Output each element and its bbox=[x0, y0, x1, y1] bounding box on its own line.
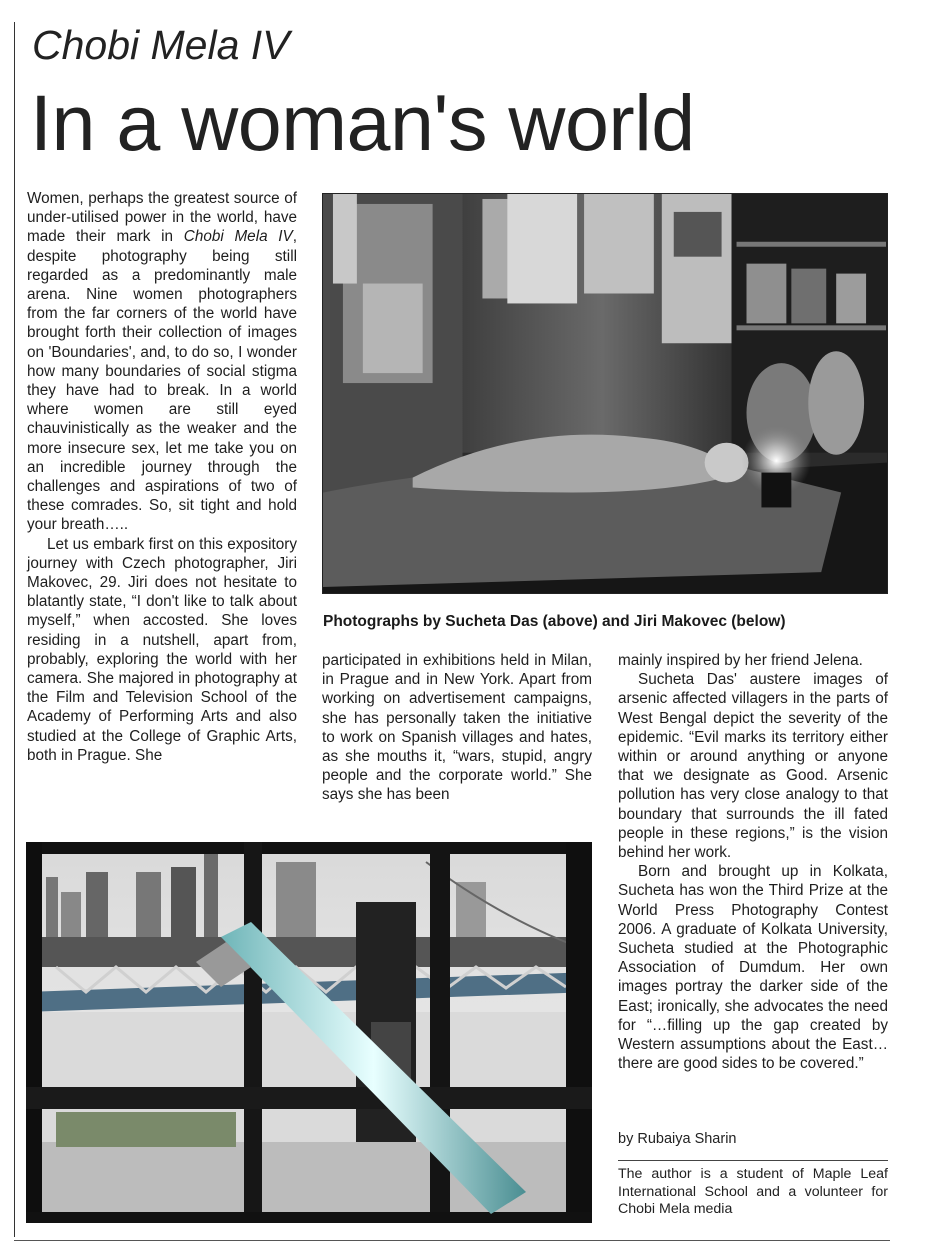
event-name-italic: Chobi Mela IV bbox=[183, 228, 293, 246]
intro-text-a: Women, perhaps the greatest source of under-utilised power in the world, have made their mark in bbox=[27, 190, 297, 246]
paragraph-sucheta: Sucheta Das' austere images of arsenic affected villagers in the parts of West Bengal depict the severity of the epidemic. “Evil marks its territory either within or around anything or anyone that we designate as Good. Arsenic pollution has very close analogy to that boundary that surrounds the ill fated people in these regions,” is the vision behind her work. bbox=[618, 671, 888, 862]
body-column-1 bbox=[27, 189, 297, 765]
photo-caption: Photographs by Sucheta Das (above) and Jiri Makovec (below) bbox=[323, 613, 786, 630]
author-bio: The author is a student of Maple Leaf International School and a volunteer for Chobi Mela media bbox=[618, 1166, 888, 1217]
article-headline: In a woman's world bbox=[30, 78, 695, 167]
bio-divider bbox=[618, 1160, 888, 1161]
photo-sucheta-das bbox=[322, 193, 888, 594]
paragraph-inspiration: mainly inspired by her friend Jelena. bbox=[618, 652, 863, 669]
photo-jiri-makovec bbox=[26, 842, 592, 1223]
paragraph-intro bbox=[27, 189, 297, 535]
photo-bedroom-scene bbox=[323, 194, 887, 593]
left-margin-rule bbox=[14, 22, 15, 1237]
paragraph-kolkata: Born and brought up in Kolkata, Sucheta has won the Third Prize at the World Press Photography Contest 2006. A graduate of Kolkata University, Sucheta studied at the Photographic Association of Dumdum. Her own images portray the darker side of the East; ironically, she advocates the need for “…filling up the gap created by Western assumptions about the East…there are good sides to be covered.” bbox=[618, 863, 888, 1073]
photo-bridge-window bbox=[26, 842, 592, 1223]
paragraph-jiri: Let us embark first on this expository journey with Czech photographer, Jiri Makovec, 29. Jiri does not hesitate to blatantly state, “I don't like to talk about myself,” when accosted. She loves residing in a nutshell, apart from, probably, exploring the world with her camera. She majored in photography at the Film and Television School of the Academy of Performing Arts and also studied at the College of Graphic Arts, both in Prague. She bbox=[27, 535, 297, 764]
body-column-2 bbox=[322, 651, 592, 805]
body-column-3 bbox=[618, 651, 888, 1073]
bottom-page-rule bbox=[14, 1240, 890, 1241]
intro-text-b: , despite photography being still regarded as a predominantly male arena. Nine women photographers from the far corners of the world have brought forth their collection of images on 'Boundaries', and, to do so, I wonder how many boundaries of social stigma they have had to break. In a world where women are still eyed chauvinistically as the weaker and the more insecure sex, let me take you on an incredible journey through the challenges and aspirations of two of these comrades. So, sit tight and hold your breath….. bbox=[27, 228, 298, 534]
paragraph-exhibitions: participated in exhibitions held in Milan, in Prague and in New York. Apart from working on advertisement campaigns, she has personally taken the initiative to work on Spanish villages and hates, as she mouths it, “wars, stupid, angry people and the corporate world.” She says she has been bbox=[322, 652, 592, 804]
byline: by Rubaiya Sharin bbox=[618, 1131, 737, 1147]
article-kicker: Chobi Mela IV bbox=[32, 22, 290, 68]
